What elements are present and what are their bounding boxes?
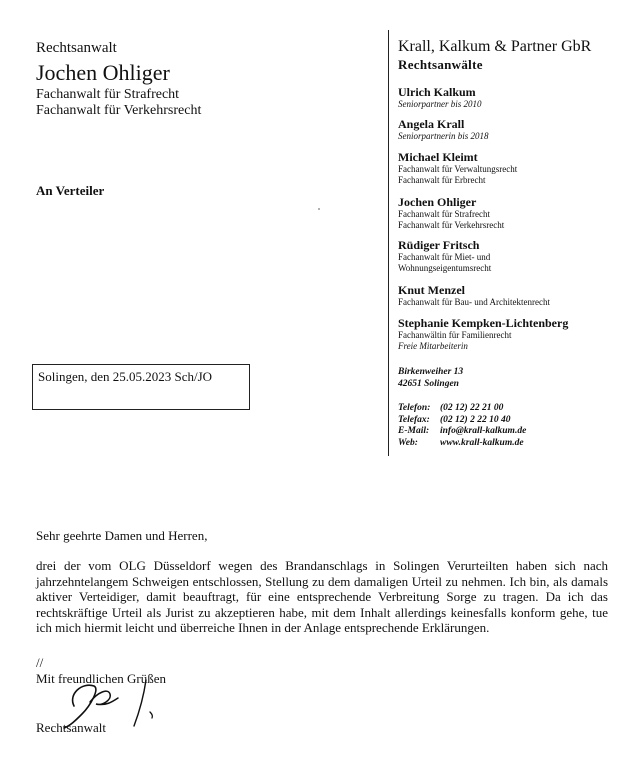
partner-specialty: Fachanwalt für Bau- und Architektenrecht: [398, 297, 550, 307]
firm-subtitle: Rechtsanwälte: [398, 57, 483, 72]
partner-title: Seniorpartnerin bis 2018: [398, 131, 489, 141]
partner-entry: [398, 238, 491, 274]
phone-label: Telefon:: [398, 403, 431, 413]
letter-body: drei der vom OLG Düsseldorf wegen des Brandanschlags in Solingen Verurteilten haben sich nach jahrzehntelangem Schweigen entschlossen, Stellung zu dem damaligen Urteil zu nehmen. Ich bin, als damals aktiver Verteidiger, damit beauftragt, für eine entsprechende Verbreitung Sorge zu tragen. Da ich das rechtskräftige Urteil als Jurist zu akzeptieren habe, mit dem Inhalt allerdings keinesfalls konform gehe, tue ich mich hiermit leicht und überreiche Ihnen in der Anlage entsprechende Erklärungen.: [36, 558, 608, 635]
firm-contacts: [398, 403, 526, 449]
sender-role: Rechtsanwalt: [36, 40, 117, 56]
fax-value: (02 12) 2 22 10 40: [440, 414, 511, 425]
firm-address: [398, 366, 463, 390]
partner-specialty: Wohnungseigentumsrecht: [398, 263, 492, 273]
partner-entry: [398, 85, 482, 110]
partner-specialty: Fachanwalt für Verwaltungsrecht: [398, 164, 518, 174]
scan-speck: [318, 208, 320, 210]
date-reference-box: [32, 364, 250, 410]
recipient-line: An Verteiler: [36, 183, 105, 198]
email-value: info@krall-kalkum.de: [440, 426, 527, 436]
web-label: Web:: [398, 437, 418, 448]
partner-name: Ulrich Kalkum: [398, 85, 476, 99]
date-line: Solingen, den 25.05.2023 Sch/JO: [38, 369, 213, 384]
email-label: E-Mail:: [398, 426, 430, 436]
partner-specialty: Fachanwältin für Familienrecht: [398, 330, 512, 340]
fax-label: Telefax:: [398, 414, 430, 425]
partner-entry: [398, 283, 550, 308]
salutation: Sehr geehrte Damen und Herren,: [36, 528, 208, 543]
sender-qualification: Fachanwalt für Verkehrsrecht: [36, 103, 202, 118]
signature-role: Rechtsanwalt: [36, 720, 107, 735]
sender-qualification: Fachanwalt für Strafrecht: [36, 87, 180, 102]
closing-line: Mit freundlichen Grüßen: [36, 671, 166, 686]
web-value: www.krall-kalkum.de: [440, 437, 524, 448]
partner-entry: [398, 117, 489, 142]
partner-name: Angela Krall: [398, 117, 465, 131]
partner-specialty: Fachanwalt für Miet- und: [398, 252, 491, 262]
partner-entry: [398, 195, 504, 231]
partner-entry: [398, 150, 517, 186]
address-street: Birkenweiher 13: [398, 367, 464, 377]
partner-title: Freie Mitarbeiterin: [398, 341, 468, 351]
column-divider: [388, 30, 389, 456]
address-city: 42651 Solingen: [398, 379, 459, 389]
phone-value: (02 12) 22 21 00: [440, 403, 504, 413]
sender-name: Jochen Ohliger: [36, 60, 170, 85]
partner-specialty: Fachanwalt für Verkehrsrecht: [398, 220, 505, 230]
partner-specialty: Fachanwalt für Erbrecht: [398, 175, 486, 185]
partner-title: Seniorpartner bis 2010: [398, 99, 482, 109]
partner-name: Jochen Ohliger: [398, 195, 477, 209]
firm-name: Krall, Kalkum & Partner GbR: [398, 38, 592, 55]
partner-name: Rüdiger Fritsch: [398, 238, 480, 252]
separator-marks: //: [36, 655, 44, 670]
partner-name: Michael Kleimt: [398, 150, 478, 164]
partner-entry: [398, 316, 568, 352]
partner-name: Knut Menzel: [398, 283, 465, 297]
partner-specialty: Fachanwalt für Strafrecht: [398, 209, 490, 219]
partner-name: Stephanie Kempken-Lichtenberg: [398, 316, 569, 330]
